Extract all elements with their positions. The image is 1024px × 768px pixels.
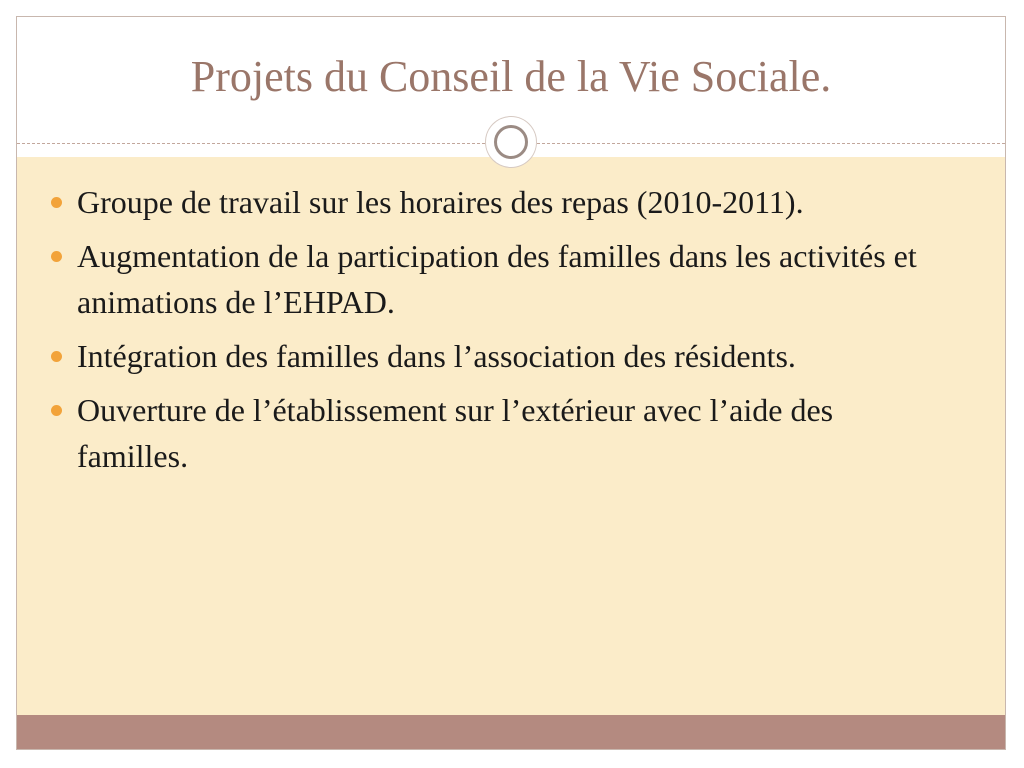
bullet-dot-icon xyxy=(51,351,62,362)
bullet-item xyxy=(47,233,947,325)
bullet-item xyxy=(47,387,947,479)
circle-ornament-icon xyxy=(486,117,536,167)
bullet-text: Augmentation de la participation des familles dans les activités et animations de l’EHPAD. xyxy=(77,238,917,320)
bullet-text: Ouverture de l’établissement sur l’extérieur avec l’aide des familles. xyxy=(77,392,834,474)
slide-title: Projets du Conseil de la Vie Sociale. xyxy=(190,52,832,101)
bullet-dot-icon xyxy=(51,405,62,416)
inner-ring-icon xyxy=(494,125,528,159)
footer-bar xyxy=(17,715,1005,749)
bullet-item xyxy=(47,333,947,379)
bullet-list xyxy=(47,179,947,487)
bullet-text: Intégration des familles dans l’association des résidents. xyxy=(77,338,796,374)
slide xyxy=(16,16,1006,750)
bullet-item xyxy=(47,179,947,225)
bullet-text: Groupe de travail sur les horaires des repas (2010-2011). xyxy=(77,184,804,220)
bullet-dot-icon xyxy=(51,251,62,262)
bullet-dot-icon xyxy=(51,197,62,208)
